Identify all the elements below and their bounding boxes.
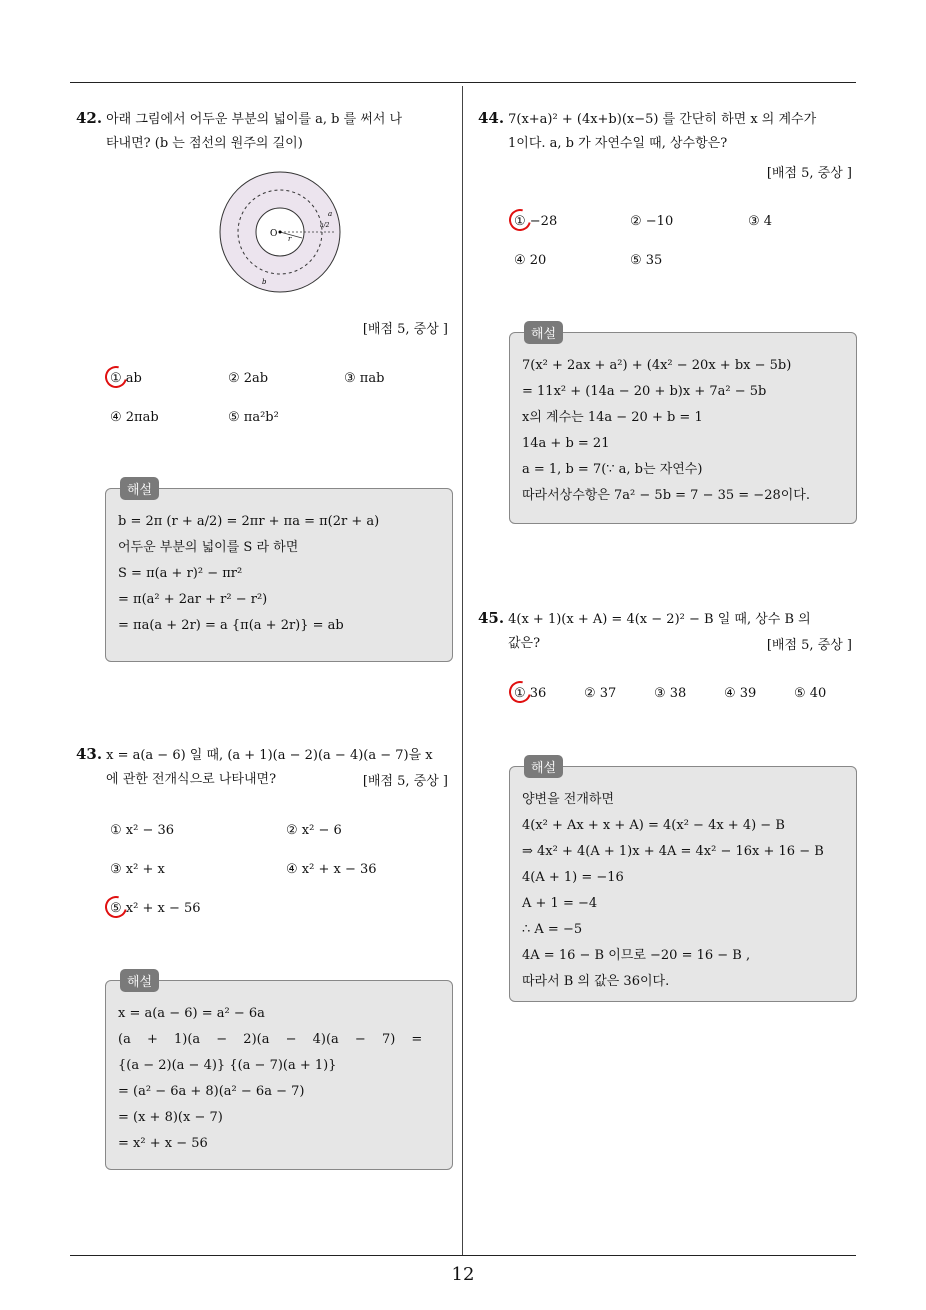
choice-3[interactable]: ③ πab bbox=[344, 371, 385, 386]
figure-label-o: O bbox=[270, 229, 278, 239]
top-rule bbox=[70, 82, 856, 83]
choice-4[interactable]: ④ 20 bbox=[514, 253, 547, 268]
solution-tag: 해설 bbox=[120, 477, 159, 500]
solution-line: 따라서상수항은 7a² − 5b = 7 − 35 = −28이다. bbox=[522, 488, 810, 503]
question-text: 값은? bbox=[508, 636, 541, 651]
column-divider bbox=[462, 86, 463, 1256]
solution-line: 따라서 B 의 값은 36이다. bbox=[522, 974, 670, 989]
choice-4[interactable]: ④ 2πab bbox=[110, 410, 159, 425]
question-text: 아래 그림에서 어두운 부분의 넓이를 a, b 를 써서 나 bbox=[106, 112, 403, 127]
bottom-rule bbox=[70, 1255, 856, 1256]
choice-4[interactable]: ④ 39 bbox=[724, 686, 757, 701]
solution-line: = πa(a + 2r) = a {π(a + 2r)} = ab bbox=[118, 618, 344, 633]
solution-line: = (x + 8)(x − 7) bbox=[118, 1110, 223, 1125]
choice-2[interactable]: ② −10 bbox=[630, 214, 674, 229]
question-meta: [배점 5, 중상 ] bbox=[766, 166, 852, 181]
figure-label-a: a bbox=[328, 210, 333, 218]
question-number: 45. bbox=[478, 609, 505, 627]
question-text: 4(x + 1)(x + A) = 4(x − 2)² − B 일 때, 상수 B 의 bbox=[508, 612, 811, 627]
choice-2[interactable]: ② x² − 6 bbox=[286, 823, 342, 838]
question-meta: [배점 5, 중상 ] bbox=[362, 322, 448, 337]
solution-line: 양변을 전개하면 bbox=[522, 792, 615, 807]
solution-line: 4(x² + Ax + x + A) = 4(x² − 4x + 4) − B bbox=[522, 818, 785, 833]
choice-1[interactable]: ① x² − 36 bbox=[110, 823, 175, 838]
choice-1[interactable]: ① ab bbox=[110, 371, 142, 386]
question-number: 43. bbox=[76, 745, 103, 763]
solution-line: 14a + b = 21 bbox=[522, 436, 610, 451]
choice-2[interactable]: ② 2ab bbox=[228, 371, 269, 386]
page-number: 12 bbox=[451, 1264, 475, 1285]
solution-box bbox=[105, 483, 453, 662]
choice-5[interactable]: ⑤ πa²b² bbox=[228, 410, 279, 425]
choice-2[interactable]: ② 37 bbox=[584, 686, 617, 701]
solution-tag: 해설 bbox=[524, 321, 563, 344]
choice-5[interactable]: ⑤ 35 bbox=[630, 253, 663, 268]
solution-box bbox=[509, 327, 857, 524]
question-number: 42. bbox=[76, 109, 103, 127]
choice-1[interactable]: ① 36 bbox=[514, 686, 547, 701]
choice-3[interactable]: ③ x² + x bbox=[110, 862, 165, 877]
solution-line: S = π(a + r)² − πr² bbox=[118, 566, 243, 581]
solution-tag: 해설 bbox=[120, 969, 159, 992]
question-text: 7(x+a)² + (4x+b)(x−5) 를 간단히 하면 x 의 계수가 bbox=[508, 112, 817, 127]
solution-line: = 11x² + (14a − 20 + b)x + 7a² − 5b bbox=[522, 384, 767, 399]
question-text: x = a(a − 6) 일 때, (a + 1)(a − 2)(a − 4)(a − 7)을 x bbox=[106, 748, 433, 763]
question-text: 타내면? (b 는 점선의 원주의 길이) bbox=[106, 136, 303, 151]
choice-3[interactable]: ③ 4 bbox=[748, 214, 773, 229]
solution-line: = (a² − 6a + 8)(a² − 6a − 7) bbox=[118, 1084, 305, 1099]
solution-box bbox=[509, 761, 857, 1002]
question-text: 에 관한 전개식으로 나타내면? bbox=[106, 772, 277, 787]
solution-line: A + 1 = −4 bbox=[522, 896, 598, 911]
solution-line: ⇒ 4x² + 4(A + 1)x + 4A = 4x² − 16x + 16 − B bbox=[522, 844, 824, 859]
figure-label-r: r bbox=[288, 235, 292, 243]
concentric-circles-figure bbox=[218, 170, 342, 294]
solution-line: = π(a² + 2ar + r² − r²) bbox=[118, 592, 268, 607]
solution-line: 4(A + 1) = −16 bbox=[522, 870, 624, 885]
solution-line: = x² + x − 56 bbox=[118, 1136, 208, 1151]
solution-line: 어두운 부분의 넓이를 S 라 하면 bbox=[118, 540, 299, 555]
question-text: 1이다. a, b 가 자연수일 때, 상수항은? bbox=[508, 136, 728, 151]
solution-line: 7(x² + 2ax + a²) + (4x² − 20x + bx − 5b) bbox=[522, 358, 792, 373]
figure-label-b: b bbox=[262, 278, 267, 286]
question-meta: [배점 5, 중상 ] bbox=[766, 638, 852, 653]
solution-tag: 해설 bbox=[524, 755, 563, 778]
solution-line: b = 2π (r + a/2) = 2πr + πa = π(2r + a) bbox=[118, 514, 380, 529]
figure-label-a2: a/2 bbox=[320, 222, 330, 229]
choice-3[interactable]: ③ 38 bbox=[654, 686, 687, 701]
choice-5[interactable]: ⑤ x² + x − 56 bbox=[110, 901, 201, 916]
question-42 bbox=[76, 106, 456, 156]
question-number: 44. bbox=[478, 109, 505, 127]
question-meta: [배점 5, 중상 ] bbox=[362, 774, 448, 789]
solution-box bbox=[105, 975, 453, 1170]
solution-line: x의 계수는 14a − 20 + b = 1 bbox=[522, 410, 703, 425]
solution-line: {(a − 2)(a − 4)} {(a − 7)(a + 1)} bbox=[118, 1058, 337, 1073]
solution-line: 4A = 16 − B 이므로 −20 = 16 − B , bbox=[522, 948, 751, 963]
solution-line: x = a(a − 6) = a² − 6a bbox=[118, 1006, 265, 1021]
question-44 bbox=[478, 106, 862, 156]
solution-line: (a + 1)(a − 2)(a − 4)(a − 7) = bbox=[118, 1032, 423, 1047]
solution-line: a = 1, b = 7(∵ a, b는 자연수) bbox=[522, 462, 703, 477]
solution-line: ∴ A = −5 bbox=[522, 922, 583, 937]
choice-4[interactable]: ④ x² + x − 36 bbox=[286, 862, 377, 877]
choice-1[interactable]: ① −28 bbox=[514, 214, 558, 229]
choice-5[interactable]: ⑤ 40 bbox=[794, 686, 827, 701]
